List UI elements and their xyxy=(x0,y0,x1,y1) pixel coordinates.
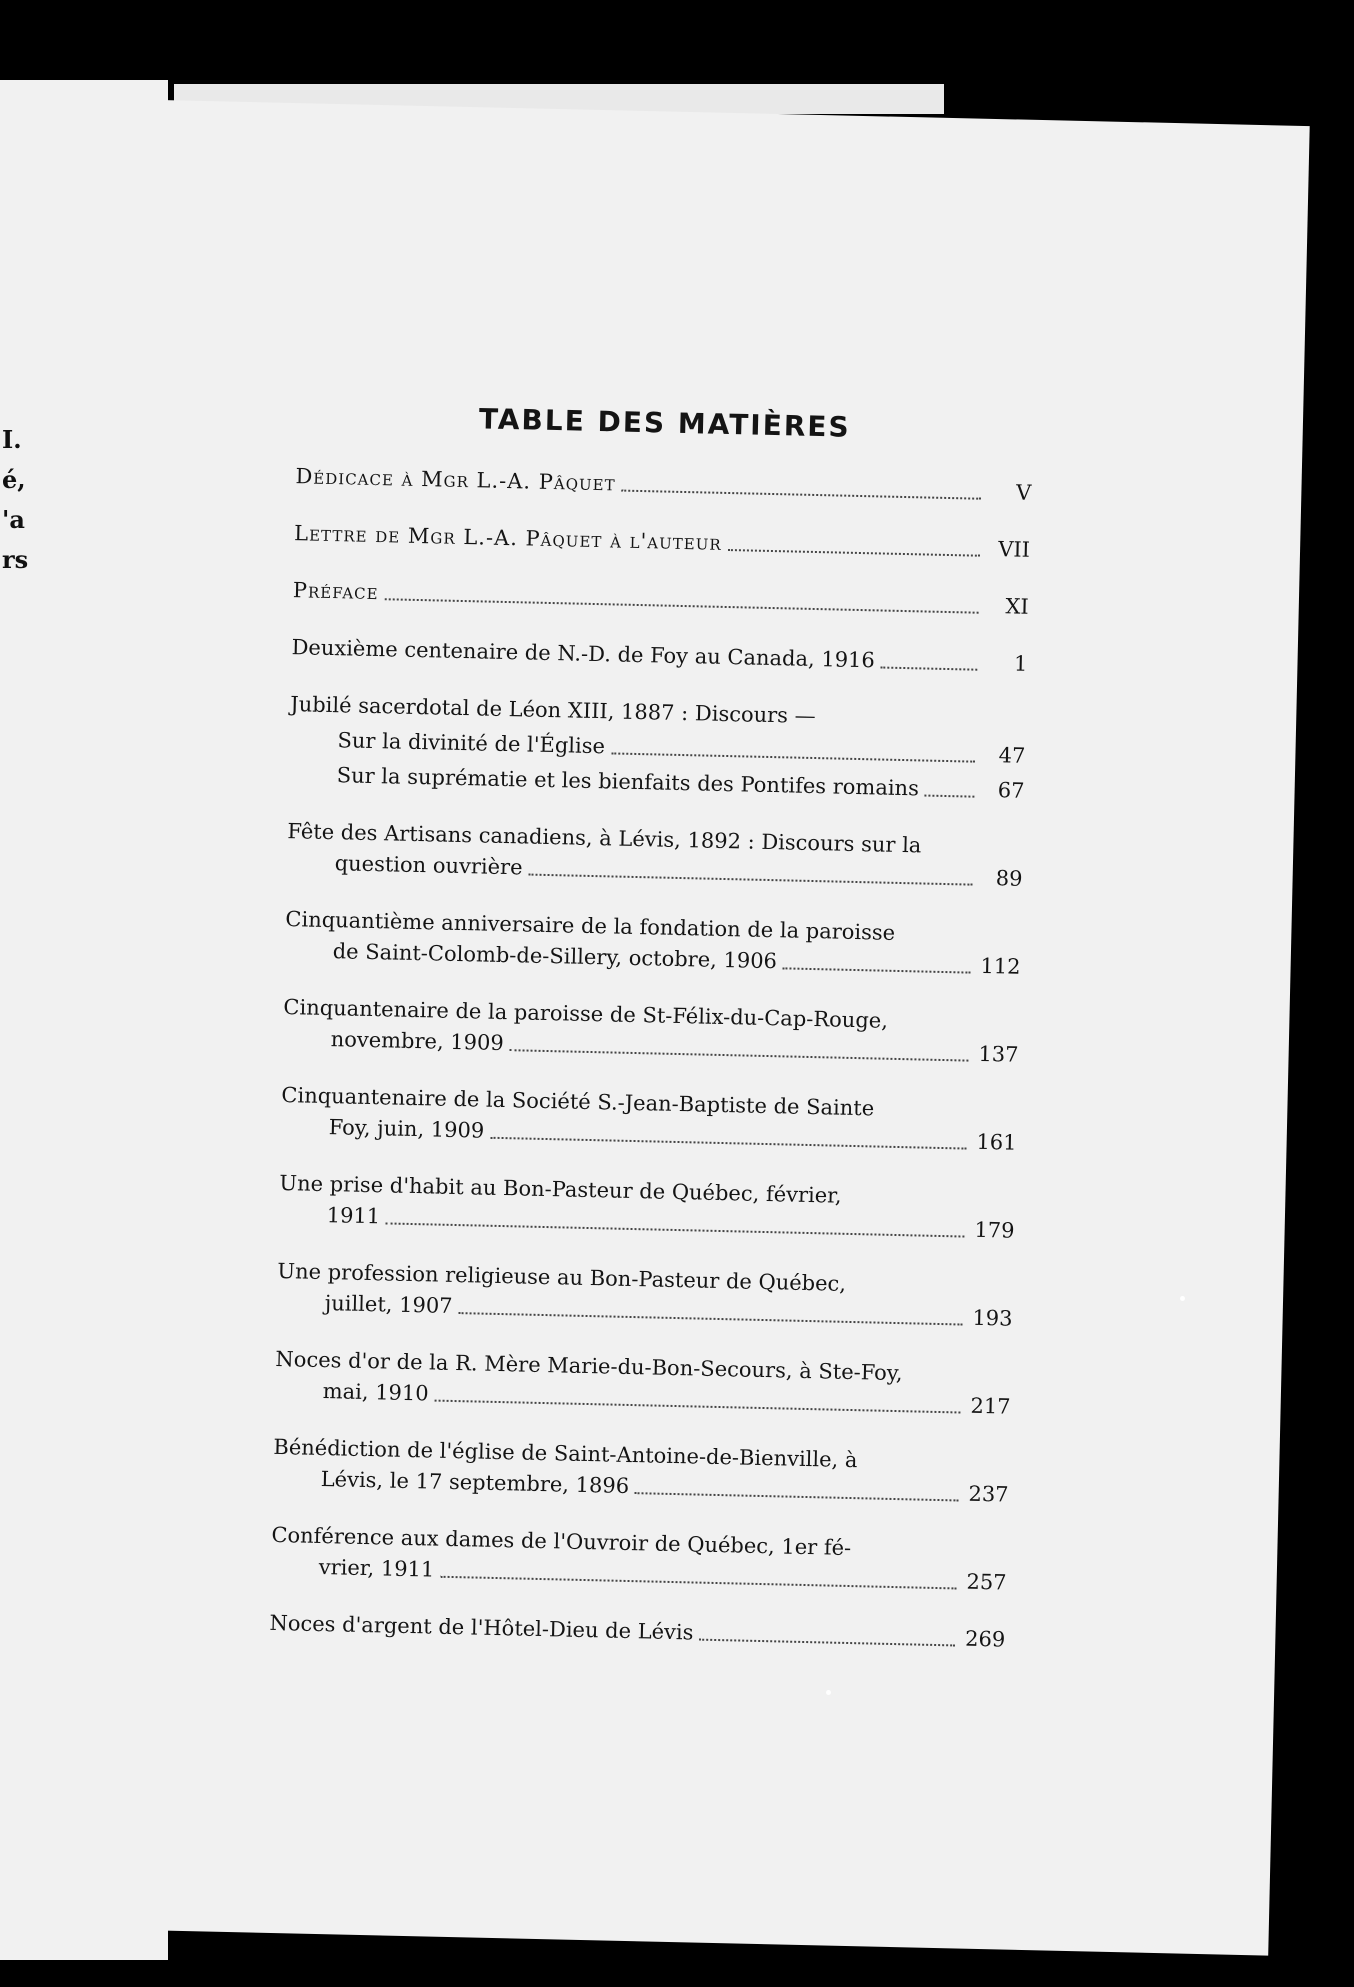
page-number: 47 xyxy=(998,743,1026,768)
left-fragment: é, xyxy=(2,465,26,494)
left-fragment: rs xyxy=(2,545,29,574)
toc-entry xyxy=(274,1344,1011,1423)
toc-entry-text: Cinquantième anniversaire de la fondation de la paroisse xyxy=(285,907,896,945)
toc-entry-text: Bénédiction de l'église de Saint-Antoine-de-Bienville, à xyxy=(273,1434,858,1473)
toc-entry-line xyxy=(295,461,1032,509)
page-number: XI xyxy=(1005,594,1029,619)
toc-entry-text: vrier, 1911 xyxy=(318,1554,435,1582)
toc-entry xyxy=(272,1432,1009,1511)
toc-entry-text: Préface xyxy=(292,578,379,605)
toc-entry-text: Conférence aux dames de l'Ouvroir de Québec, 1er fé- xyxy=(271,1522,852,1561)
toc-entry xyxy=(276,1256,1013,1335)
toc-entry-text: Foy, juin, 1909 xyxy=(328,1115,485,1143)
toc-entry-text: Deuxième centenaire de N.-D. de Foy au Canada, 1916 xyxy=(291,635,876,673)
book-page xyxy=(118,100,1309,1956)
toc-entry-text: de Saint-Colomb-de-Sillery, octobre, 1906 xyxy=(332,939,778,974)
toc-entry-text: Lettre de Mgr L.-A. Pâquet à l'auteur xyxy=(293,521,722,555)
toc-entry-line xyxy=(294,518,1031,566)
page-number: V xyxy=(1015,480,1032,505)
leader-dots xyxy=(881,665,978,670)
toc-entry xyxy=(282,992,1019,1071)
leader-dots xyxy=(458,1311,962,1325)
toc-entry-text: 1911 xyxy=(326,1203,381,1229)
left-fragment: 'a xyxy=(2,505,25,534)
toc-entry xyxy=(294,518,1031,566)
toc-entry-text: question ouvrière xyxy=(334,851,523,880)
leader-dots xyxy=(384,597,978,613)
leader-dots xyxy=(490,1136,966,1150)
speck xyxy=(826,1690,831,1695)
table-of-contents xyxy=(269,398,1034,1681)
toc-entries xyxy=(269,461,1032,1655)
toc-entry xyxy=(286,816,1023,895)
toc-entry-text: Jubilé sacerdotal de Léon XIII, 1887 : Discours — xyxy=(290,692,816,729)
toc-entry-text: Sur la divinité de l'Église xyxy=(337,728,606,759)
page-number: 179 xyxy=(974,1217,1015,1243)
toc-entry-line xyxy=(269,1608,1006,1656)
page-number: 237 xyxy=(968,1481,1009,1507)
toc-entry xyxy=(293,575,1030,623)
page-number: 161 xyxy=(976,1129,1017,1155)
page-number: 112 xyxy=(980,953,1021,979)
leader-dots xyxy=(925,794,975,798)
page-number: 67 xyxy=(997,778,1025,803)
toc-entry-text: novembre, 1909 xyxy=(330,1027,505,1056)
page-number: 137 xyxy=(978,1041,1019,1067)
leader-dots xyxy=(386,1221,964,1237)
leader-dots xyxy=(434,1399,960,1414)
page-title: TABLE DES MATIÈRES xyxy=(478,402,852,444)
toc-entry xyxy=(295,461,1032,509)
toc-entry xyxy=(270,1520,1007,1599)
toc-entry-text: Une profession religieuse au Bon-Pasteur de Québec, xyxy=(277,1258,847,1296)
toc-entry-text: Noces d'or de la R. Mère Marie-du-Bon-Secours, à Ste-Foy, xyxy=(275,1346,903,1386)
toc-entry xyxy=(280,1080,1017,1159)
page-number: 257 xyxy=(966,1569,1007,1595)
toc-entry-text: Dédicace à Mgr L.-A. Pâquet xyxy=(295,464,616,496)
leader-dots xyxy=(440,1575,956,1590)
page-number: 89 xyxy=(995,866,1023,891)
left-fragment: I. xyxy=(2,425,22,454)
speck xyxy=(1180,1296,1185,1301)
left-page-fragments xyxy=(0,420,28,580)
leader-dots xyxy=(611,751,975,762)
leader-dots xyxy=(528,873,972,886)
toc-entry-text: Lévis, le 17 septembre, 1896 xyxy=(320,1467,630,1498)
toc-entry-text: Une prise d'habit au Bon-Pasteur de Québec, février, xyxy=(279,1170,842,1208)
leader-dots xyxy=(783,966,971,973)
toc-entry-line xyxy=(293,575,1030,623)
leader-dots xyxy=(510,1048,969,1061)
page-number: VII xyxy=(997,537,1031,562)
page-number: 1 xyxy=(1013,651,1028,676)
leader-dots xyxy=(621,489,981,500)
leader-dots xyxy=(727,548,979,557)
toc-entry-line xyxy=(291,632,1028,680)
toc-entry-text: Sur la suprématie et les bienfaits des Pontifes romains xyxy=(336,763,920,801)
toc-entry xyxy=(291,632,1028,680)
page-number: 217 xyxy=(970,1393,1011,1419)
leader-dots xyxy=(699,1638,955,1647)
toc-entry-text: juillet, 1907 xyxy=(324,1291,453,1318)
toc-entry xyxy=(284,904,1021,983)
toc-entry-text: Noces d'argent de l'Hôtel-Dieu de Lévis xyxy=(269,1610,694,1645)
toc-entry-text: Cinquantenaire de la paroisse de St-Félix-du-Cap-Rouge, xyxy=(283,995,889,1033)
toc-entry xyxy=(278,1168,1015,1247)
toc-entry-text: mai, 1910 xyxy=(322,1379,429,1406)
toc-entry-text: Fête des Artisans canadiens, à Lévis, 1892 : Discours sur la xyxy=(287,819,922,858)
toc-entry xyxy=(269,1608,1006,1656)
page-number: 269 xyxy=(964,1626,1006,1652)
toc-entry-text: Cinquantenaire de la Société S.-Jean-Baptiste de Sainte xyxy=(281,1083,875,1121)
leader-dots xyxy=(635,1491,959,1501)
page-number: 193 xyxy=(972,1305,1013,1331)
